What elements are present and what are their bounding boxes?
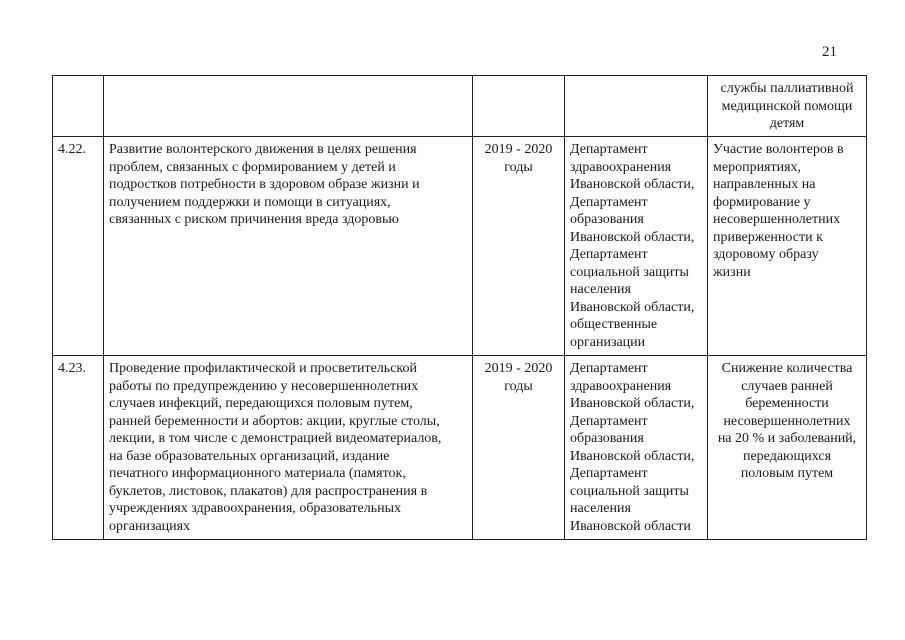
result-cell <box>708 76 867 137</box>
description-cell <box>104 356 473 540</box>
result-line: передающихся <box>742 448 832 464</box>
description-line: связанных с риском причинения вреда здоровью <box>109 212 399 227</box>
executor-line: образования <box>570 431 644 446</box>
executor-line: социальной защиты <box>570 483 689 499</box>
table-row <box>53 356 867 540</box>
description-line: Развитие волонтерского движения в целях решения <box>109 142 417 157</box>
activities-table <box>52 75 867 540</box>
item-number-cell <box>53 76 104 137</box>
result-line: медицинской помощи <box>721 98 853 114</box>
result-line: несовершеннолетних <box>723 413 851 429</box>
result-line: приверженности к <box>713 229 823 245</box>
executor-line: Ивановской области <box>570 518 691 534</box>
result-line: половым путем <box>740 466 834 481</box>
executor-line: Департамент <box>570 194 648 210</box>
executor-line: Департамент <box>570 247 648 262</box>
result-cell <box>708 137 867 356</box>
result-line: несовершеннолетних <box>713 212 841 227</box>
executor-line: Департамент <box>570 142 648 157</box>
executor-line: Ивановской области, <box>570 299 695 315</box>
result-cell <box>708 356 867 540</box>
result-line: случаев ранней <box>741 378 833 394</box>
executor-line: Ивановской области, <box>570 448 695 464</box>
description-line: лекции, в том числе с демонстрацией видеоматериалов, <box>109 431 442 446</box>
description-line: подростков потребности в здоровом образе жизни и <box>109 177 420 192</box>
result-line: детям <box>769 116 805 131</box>
table-row <box>53 76 867 137</box>
result-line: службы паллиативной <box>720 81 854 96</box>
table-row <box>53 137 867 356</box>
description-cell <box>104 137 473 356</box>
executors-cell <box>565 356 708 540</box>
result-line: Участие волонтеров в <box>713 142 844 157</box>
item-number-cell: 4.23. <box>53 356 104 540</box>
result-line: здоровому образу <box>713 247 819 262</box>
description-line: случаев инфекций, передающихся половым путем, <box>109 396 413 411</box>
description-cell <box>104 76 473 137</box>
result-line: жизни <box>713 264 751 280</box>
item-number-cell: 4.22. <box>53 137 104 356</box>
period-cell <box>473 76 565 137</box>
executor-line: Ивановской области, <box>570 177 695 192</box>
description-line: учреждениях здравоохранения, образовательных <box>109 501 401 516</box>
executor-line: организации <box>570 334 646 350</box>
executor-line: Ивановской области, <box>570 396 695 411</box>
description-line: Проведение профилактической и просветительской <box>109 361 417 376</box>
executor-line: Ивановской области, <box>570 229 695 245</box>
period-line: 2019 - 2020 <box>484 142 553 157</box>
result-line: мероприятиях, <box>713 159 802 175</box>
period-cell <box>473 137 565 356</box>
executor-line: Департамент <box>570 413 648 429</box>
result-line: на 20 % и заболеваний, <box>717 431 857 446</box>
result-line: формирование у <box>713 194 811 210</box>
description-line: на базе образовательных организаций, издание <box>109 448 390 464</box>
period-line: годы <box>504 378 533 394</box>
executor-line: населения <box>570 282 631 297</box>
executor-line: Департамент <box>570 466 648 481</box>
executor-line: Департамент <box>570 361 648 376</box>
executor-line: здравоохранения <box>570 378 672 394</box>
executor-line: здравоохранения <box>570 159 672 175</box>
executors-cell <box>565 137 708 356</box>
description-line: буклетов, листовок, плакатов) для распространения в <box>109 483 428 499</box>
period-cell <box>473 356 565 540</box>
result-line: беременности <box>745 396 829 411</box>
executor-line: общественные <box>570 317 658 332</box>
period-line: годы <box>504 159 533 175</box>
executors-cell <box>565 76 708 137</box>
description-line: печатного информационного материала (памяток, <box>109 466 406 481</box>
description-line: организациях <box>109 518 191 534</box>
period-line: 2019 - 2020 <box>484 361 553 376</box>
result-line: направленных на <box>713 177 816 192</box>
executor-line: образования <box>570 212 644 227</box>
result-line: Снижение количества <box>721 361 853 376</box>
description-line: ранней беременности и абортов: акции, круглые столы, <box>109 413 440 429</box>
description-line: проблем, связанных с формированием у детей и <box>109 159 396 175</box>
executor-line: населения <box>570 501 631 516</box>
description-line: получением поддержки и помощи в ситуациях, <box>109 194 391 210</box>
page-number: 21 <box>822 44 837 60</box>
executor-line: социальной защиты <box>570 264 689 280</box>
description-line: работы по предупреждению у несовершеннолетних <box>109 378 419 394</box>
